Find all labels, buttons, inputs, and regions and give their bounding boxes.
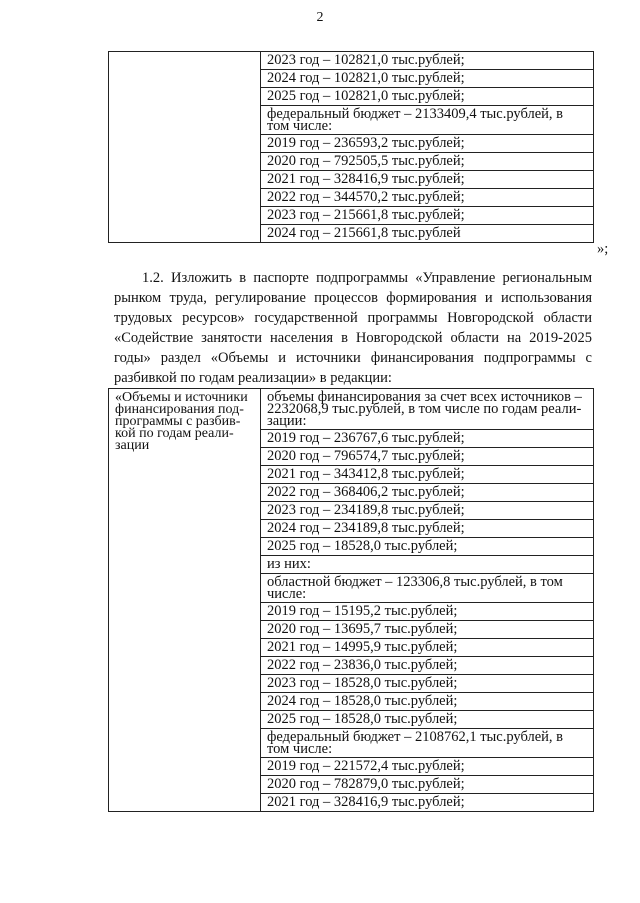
funding-line: 2021 год – 14995,9 тыс.рублей;	[261, 639, 593, 657]
amendment-paragraph	[114, 268, 592, 388]
table1-right-cell	[261, 52, 594, 243]
table1-lines	[261, 52, 593, 242]
table1-left-cell	[109, 52, 261, 243]
funding-line: 2023 год – 102821,0 тыс.рублей;	[261, 52, 593, 70]
funding-line: 2021 год – 328416,9 тыс.рублей;	[261, 171, 593, 189]
funding-line: 2022 год – 368406,2 тыс.рублей;	[261, 484, 593, 502]
funding-line: 2021 год – 328416,9 тыс.рублей;	[267, 794, 465, 810]
funding-line: 2020 год – 782879,0 тыс.рублей;	[261, 776, 593, 794]
funding-line: 2023 год – 18528,0 тыс.рублей;	[261, 675, 593, 693]
funding-line: 2022 год – 23836,0 тыс.рублей;	[261, 657, 593, 675]
funding-line: 2025 год – 102821,0 тыс.рублей;	[261, 88, 593, 106]
table1-left-text	[109, 52, 260, 55]
funding-line: 2022 год – 344570,2 тыс.рублей;	[261, 189, 593, 207]
funding-line: 2023 год – 234189,8 тыс.рублей;	[261, 502, 593, 520]
funding-line: 2023 год – 215661,8 тыс.рублей;	[261, 207, 593, 225]
funding-line: федеральный бюджет – 2133409,4 тыс.рублей, в том числе:	[261, 106, 593, 135]
funding-line: 2020 год – 792505,5 тыс.рублей;	[261, 153, 593, 171]
passport-table-new	[108, 388, 594, 812]
funding-line: 2019 год – 15195,2 тыс.рублей;	[261, 603, 593, 621]
table2-lines	[261, 389, 593, 811]
funding-line: объемы финансирования за счет всех источников – 2232068,9 тыс.рублей, в том числе по годам реали-зации:	[261, 389, 593, 430]
table2-left-cell	[109, 389, 261, 812]
funding-line: 2020 год – 796574,7 тыс.рублей;	[261, 448, 593, 466]
funding-line: 2024 год – 215661,8 тыс.рублей	[267, 225, 461, 241]
passport-table-continued	[108, 51, 594, 243]
funding-line: 2020 год – 13695,7 тыс.рублей;	[261, 621, 593, 639]
amendment-paragraph-text: 1.2. Изложить в паспорте подпрограммы «Управление региональным рынком труда, регулирование процессов формирования и использования трудовых ресурсов» государственной программы Новгородской области «Содействие занятости населения в Новгородской области на 2019-2025 годы» раздел «Объемы и источники финансирования подпрограммы с разбивкой по годам реализации» в редакции:	[114, 270, 592, 386]
closing-quote: »;	[597, 241, 609, 257]
funding-line: 2019 год – 236767,6 тыс.рублей;	[261, 430, 593, 448]
funding-line: федеральный бюджет – 2108762,1 тыс.рублей, в том числе:	[261, 729, 593, 758]
funding-line: 2021 год – 343412,8 тыс.рублей;	[261, 466, 593, 484]
funding-line: 2025 год – 18528,0 тыс.рублей;	[261, 538, 593, 556]
funding-line: 2024 год – 234189,8 тыс.рублей;	[261, 520, 593, 538]
table2-right-cell	[261, 389, 594, 812]
funding-line: областной бюджет – 123306,8 тыс.рублей, в том числе:	[261, 574, 593, 603]
funding-line: 2019 год – 236593,2 тыс.рублей;	[261, 135, 593, 153]
funding-line: 2025 год – 18528,0 тыс.рублей;	[261, 711, 593, 729]
table2-left-text: «Объемы и источники финансирования под-программы с разбив-кой по годам реали-зации	[115, 390, 248, 453]
funding-line: из них:	[261, 556, 593, 574]
funding-line: 2024 год – 102821,0 тыс.рублей;	[261, 70, 593, 88]
funding-line: 2024 год – 18528,0 тыс.рублей;	[261, 693, 593, 711]
funding-line: 2019 год – 221572,4 тыс.рублей;	[261, 758, 593, 776]
page-number: 2	[316, 10, 324, 25]
